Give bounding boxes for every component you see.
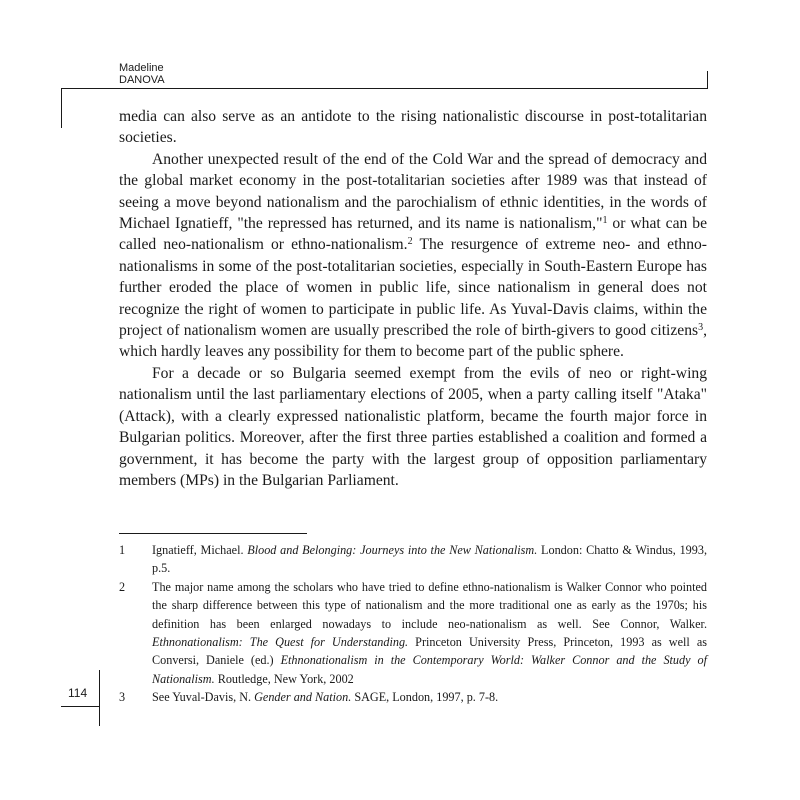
page-number-rule-bottom-tick	[99, 706, 100, 726]
footnote-text: London: Chatto & Windus, 1993, p.5.	[152, 543, 708, 576]
footnote-title: Ethnonationalism: The Quest for Understanding.	[152, 635, 409, 650]
running-header	[119, 62, 165, 86]
footnote-ref-2: 2	[407, 236, 413, 248]
footnote-text: See Yuval-Davis, N.	[152, 690, 255, 705]
footnote-2	[119, 578, 707, 688]
paragraph-2-part-d: , which hardly leaves any possibility for them to become part of the public sphere.	[119, 322, 707, 361]
footnote-3	[119, 688, 707, 706]
paragraph-2-part-a: Another unexpected result of the end of the Cold War and the spread of democracy and the global market economy in the post-totalitarian societies after 1989 was that instead of seeing a move beyond nationalism and the parochialism of ethnic identities, in the words of Michael Ignatieff, "the repressed has returned, and its name is nationalism,"	[119, 150, 707, 233]
paragraph-3: For a decade or so Bulgaria seemed exempt from the evils of neo or right-wing nationalism until the last parliamentary elections of 2005, when a party calling itself "Ataka" (Attack), with a clearly expressed nationalistic platform, became the fourth major force in Bulgarian politics. Moreover, after the first three parties established a coalition and formed a government, it has become the party with the largest group of opposition parliamentary members (MPs) in the Bulgarian Parliament.	[119, 364, 707, 489]
footnote-ref-3: 3	[698, 322, 704, 334]
paragraph-2-part-b: or what can be called neo-nationalism or ethno-nationalism.	[119, 215, 707, 254]
footnote-number: 1	[119, 543, 126, 557]
footnote-separator	[119, 533, 307, 534]
header-author-first: Madeline	[119, 62, 164, 74]
header-rule-left-tick	[61, 88, 62, 128]
footnote-1	[119, 541, 707, 578]
footnote-title: Gender and Nation.	[254, 690, 352, 705]
header-rule	[61, 88, 708, 89]
footnotes	[119, 541, 707, 707]
header-author-last: DANOVA	[119, 74, 165, 86]
page-number-rule-top-tick	[99, 670, 100, 706]
paragraph-2-part-c: The resurgence of extreme neo- and ethno-nationalisms in some of the post-totalitarian societies, especially in South-Eastern Europe has further eroded the place of women in public life, since nationalism in general does not recognize the right of women to participate in public life. As Yuval-Davis claims, within the project of nationalism women are usually prescribed the role of birth-givers to good citizens	[119, 236, 707, 340]
paragraph-1: media can also serve as an antidote to the rising nationalistic discourse in post-totalitarian societies.	[119, 108, 707, 147]
footnote-text: Routledge, New York, 2002	[214, 671, 354, 686]
footnote-title: Blood and Belonging: Journeys into the New Nationalism.	[247, 543, 538, 557]
footnote-text: Ignatieff, Michael.	[152, 543, 248, 557]
paragraph-2	[119, 149, 707, 363]
footnote-text: The major name among the scholars who have tried to define ethno-nationalism is Walker Connor who pointed the sharp difference between this type of nationalism and the more traditional one as early as the 1970s; his definition has been enlarged nowadays to include neo-nationalism as well. See Connor, Walker.	[152, 579, 707, 631]
page-number: 114	[68, 686, 88, 700]
footnote-title: Ethnonationalism in the Contemporary World: Walker Connor and the Study of Nationalism.	[152, 653, 707, 686]
footnote-number: 3	[119, 690, 126, 705]
page-number-rule	[61, 706, 100, 707]
header-rule-right-tick	[707, 71, 708, 89]
body-text	[119, 106, 707, 491]
footnote-number: 2	[119, 579, 126, 594]
footnote-ref-1: 1	[602, 215, 608, 227]
footnote-text: SAGE, London, 1997, p. 7-8.	[351, 690, 499, 705]
footnote-text: Princeton University Press, Princeton, 1993 as well as Conversi, Daniele (ed.)	[152, 635, 707, 668]
